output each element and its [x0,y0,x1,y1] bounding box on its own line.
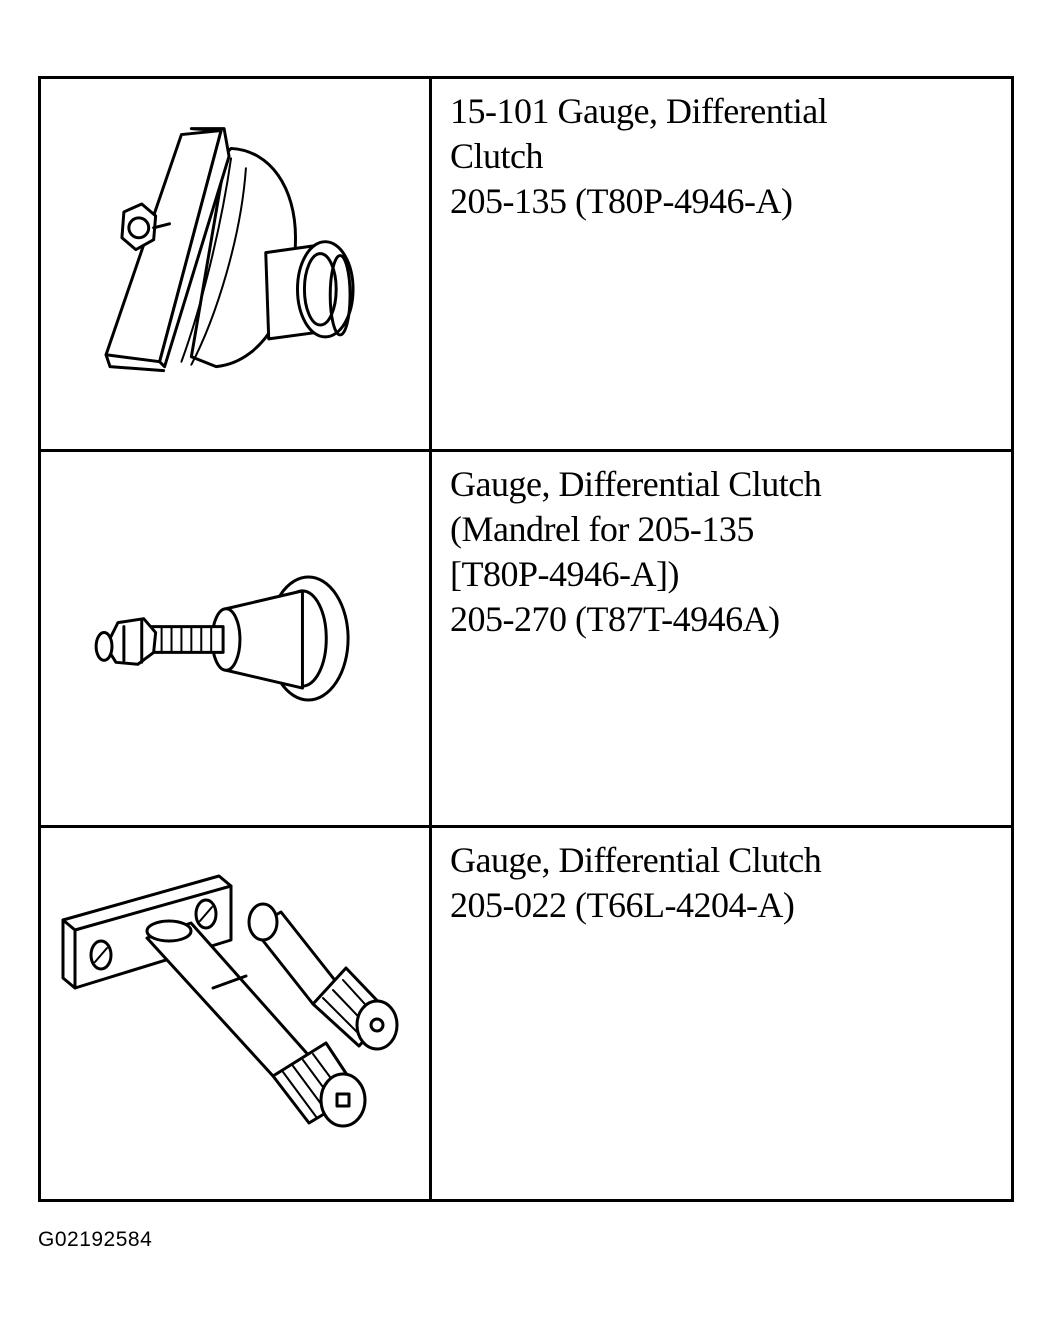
tool-description-line: 205-022 (T66L-4204-A) [450,885,795,925]
table-row [41,79,1011,452]
tool-description-line: Gauge, Differential Clutch [450,464,822,504]
description-cell [432,79,1011,449]
illustration-cell [41,79,432,449]
tool-table [38,76,1014,1202]
figure-id: G02192584 [38,1228,153,1251]
tool-description-line: (Mandrel for 205-135 [450,509,754,549]
description-cell [432,452,1011,825]
splined-pin-gauge-icon [41,828,429,1199]
table-row [41,452,1011,828]
gauge-block-icon [41,79,429,449]
illustration-cell [41,452,432,825]
tool-description-line: [T80P-4946-A]) [450,554,679,594]
illustration-cell [41,828,432,1199]
table-row [41,828,1011,1199]
mandrel-bolt-icon [41,452,429,825]
tool-description-line: 205-270 (T87T-4946A) [450,599,780,639]
tool-description-line: Clutch [450,136,543,176]
tool-description-line: Gauge, Differential Clutch [450,840,822,880]
tool-description-line: 15-101 Gauge, Differential [450,91,828,131]
tool-description-line: 205-135 (T80P-4946-A) [450,181,793,221]
description-cell [432,828,1011,1199]
